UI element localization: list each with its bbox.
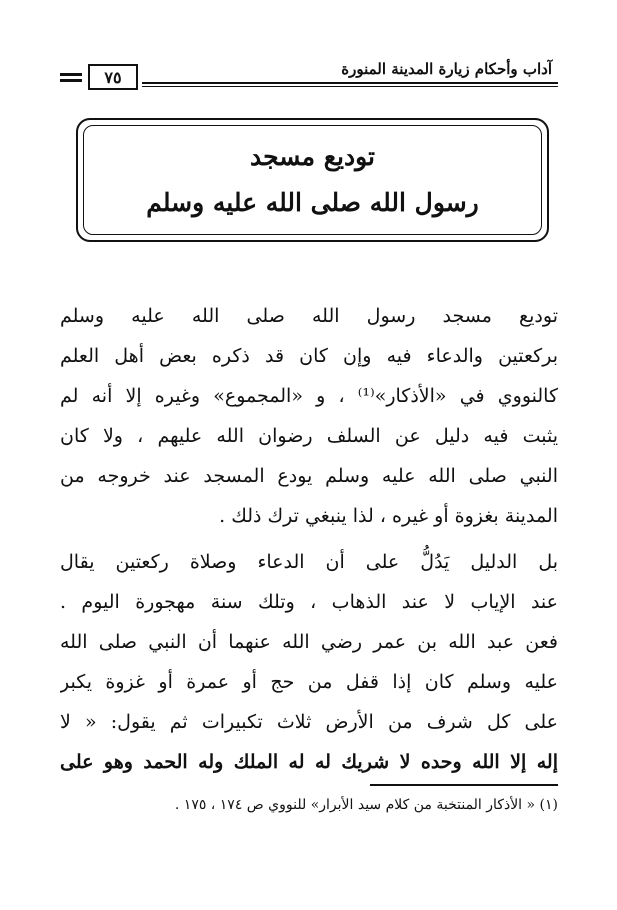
body-line: النبي صلى الله عليه وسلم يودع المسجد عند خروجه من bbox=[60, 465, 558, 487]
page-header bbox=[60, 52, 558, 100]
body-line: المدينة بغزوة أو غيره ، لذا ينبغي ترك ذلك . bbox=[219, 505, 558, 527]
footnote-separator bbox=[370, 784, 558, 786]
body-line: عليه وسلم كان إذا قفل من حج أو عمرة أو غزوة يكبر bbox=[60, 671, 558, 693]
body-line: توديع مسجد رسول الله صلى الله عليه وسلم bbox=[60, 305, 558, 327]
page-number: ٧٥ bbox=[88, 64, 138, 90]
body-line: عند الإياب لا عند الذهاب ، وتلك سنة مهجورة اليوم . bbox=[60, 591, 558, 613]
body-line: على كل شرف من الأرض ثلاث تكبيرات ثم يقول: « لا bbox=[60, 711, 558, 733]
body-text bbox=[60, 296, 558, 782]
body-line: بركعتين والدعاء فيه وإن كان قد ذكره بعض أهل العلم bbox=[60, 345, 558, 367]
header-rule-thin bbox=[142, 86, 558, 87]
header-ornament bbox=[60, 73, 82, 83]
chapter-title-line-2: رسول الله صلى الله عليه وسلم bbox=[146, 188, 479, 217]
chapter-title-line-1: توديع مسجد bbox=[250, 142, 375, 171]
body-line: كالنووي في «الأذكار»⁽¹⁾ ، و «المجموع» وغيره إلا أنه لم bbox=[60, 385, 558, 407]
chapter-title-frame bbox=[76, 118, 549, 242]
header-rule bbox=[142, 82, 558, 84]
footnote: (١) « الأذكار المنتخبة من كلام سيد الأبرار» للنووي ص ١٧٤ ، ١٧٥ . bbox=[174, 797, 558, 813]
body-line: يثبت فيه دليل عن السلف رضوان الله عليهم ، ولا كان bbox=[60, 425, 558, 447]
body-line: بل الدليل يَدُلُّ على أن الدعاء وصلاة ركعتين يقال bbox=[60, 551, 558, 573]
body-line: فعن عبد الله بن عمر رضي الله عنهما أن النبي صلى الله bbox=[60, 631, 558, 653]
body-line-hadith: إله إلا الله وحده لا شريك له له الملك وله الحمد وهو على bbox=[60, 751, 558, 773]
running-book-title: آداب وأحكام زيارة المدينة المنورة bbox=[341, 60, 552, 78]
chapter-title-inner-frame bbox=[83, 125, 542, 235]
